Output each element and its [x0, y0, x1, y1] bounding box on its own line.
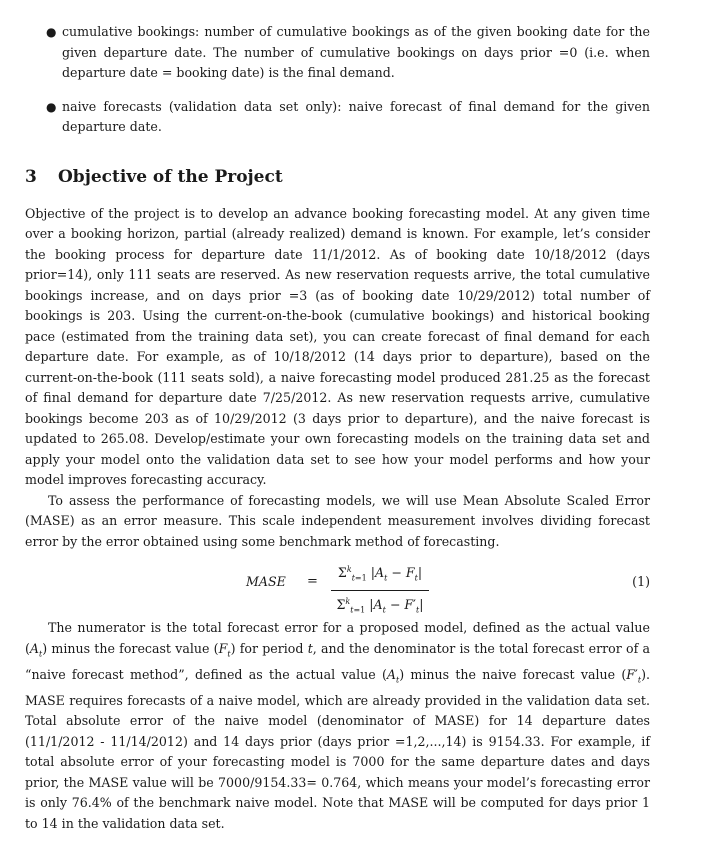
list-item [25, 97, 650, 138]
list-item [25, 22, 650, 84]
equation-fraction [331, 560, 429, 620]
bullet-icon: ● [46, 25, 57, 39]
page [25, 22, 650, 834]
equation-denominator: $\Sigma^k_{t=1}$ $|A_t - F'_t|$ [336, 596, 424, 615]
section-heading [25, 166, 650, 188]
paragraph-mase-explanation: The numerator is the total forecast error for a proposed model, defined as the actual value $(A_t)$ minus the forecast value $(F_t)$ for period t, and the denominator is the total forecast error of a “naive forecast method”, defined as the actual value $(A_t)$ minus the naive forecast value $(F'_t)$. MASE requires forecasts of a naive model, which are already provided in the validation data set. Total absolute error of the naive model (denominator of MASE) for 14 departure dates (11/1/2012 - 11/14/2012) and 14 days prior (days prior =1,2,...,14) is 9154.33. For example, if total absolute error of your forecasting model is 7000 for the same departure dates and days prior, the MASE value will be 7000/9154.33= 0.764, which means your model’s forecasting error is only 76.4% of the benchmark naive model. Note that MASE will be computed for days prior 1 to 14 in the validation data set. [25, 620, 651, 831]
bullet-text: naive forecasts (validation data set only): naive forecast of final demand for the given departure date. [62, 98, 650, 134]
bullet-list [25, 22, 650, 138]
mase-equation [25, 560, 650, 614]
bullet-icon: ● [46, 99, 57, 114]
paragraph-objective: Objective of the project is to develop an advance booking forecasting model. At any given time over a booking horizon, partial (already realized) demand is known. For example, let’s consider the booking process for departure date 11/1/2012. As of booking date 10/18/2012 (days prior=14), only 111 seats are reserved. As new reservation requests arrive, the total cumulative bookings increase, and on days prior =3 (as of booking date 10/29/2012) total number of bookings is 203. Using the current-on-the-book (cumulative bookings) and historical booking pace (estimated from the training data set), you can create forecast of final demand for each departure date. For example, as of 10/18/2012 (14 days prior to departure), based on the current-on-the-book (111 seats sold), a naive forecasting model produced 281.25 as the forecast of final demand for departure date 7/25/2012. As new reservation requests arrive, cumulative bookings become 203 as of 10/29/2012 (3 days prior to departure), and the naive forecast is updated to 265.08. Develop/estimate your own forecasting models on the training data set and apply your model onto the validation data set to see how your model performs and how your model improves forecasting accuracy. [25, 205, 650, 487]
paragraph-mase-intro: To assess the performance of forecasting models, we will use Mean Absolute Scaled Error (MASE) as an error measure. This scale independent measurement involves dividing forecast error by the error obtained using some benchmark method of forecasting. [25, 492, 650, 549]
equation-equals: = [307, 574, 318, 589]
equation-lhs: MASE [246, 574, 286, 589]
bullet-text: cumulative bookings: number of cumulative bookings as of the given booking date for the given departure date. The number of cumulative bookings on days prior =0 (i.e. when departure date = booking date) is the final demand. [62, 24, 650, 80]
fraction-bar [331, 590, 429, 591]
equation-label: (1) [632, 574, 650, 589]
section-number: 3 [25, 166, 37, 187]
section-title: Objective of the Project [58, 166, 283, 187]
equation-numerator: $\Sigma^k_{t=1}$ $|A_t - F_t|$ [337, 565, 423, 583]
